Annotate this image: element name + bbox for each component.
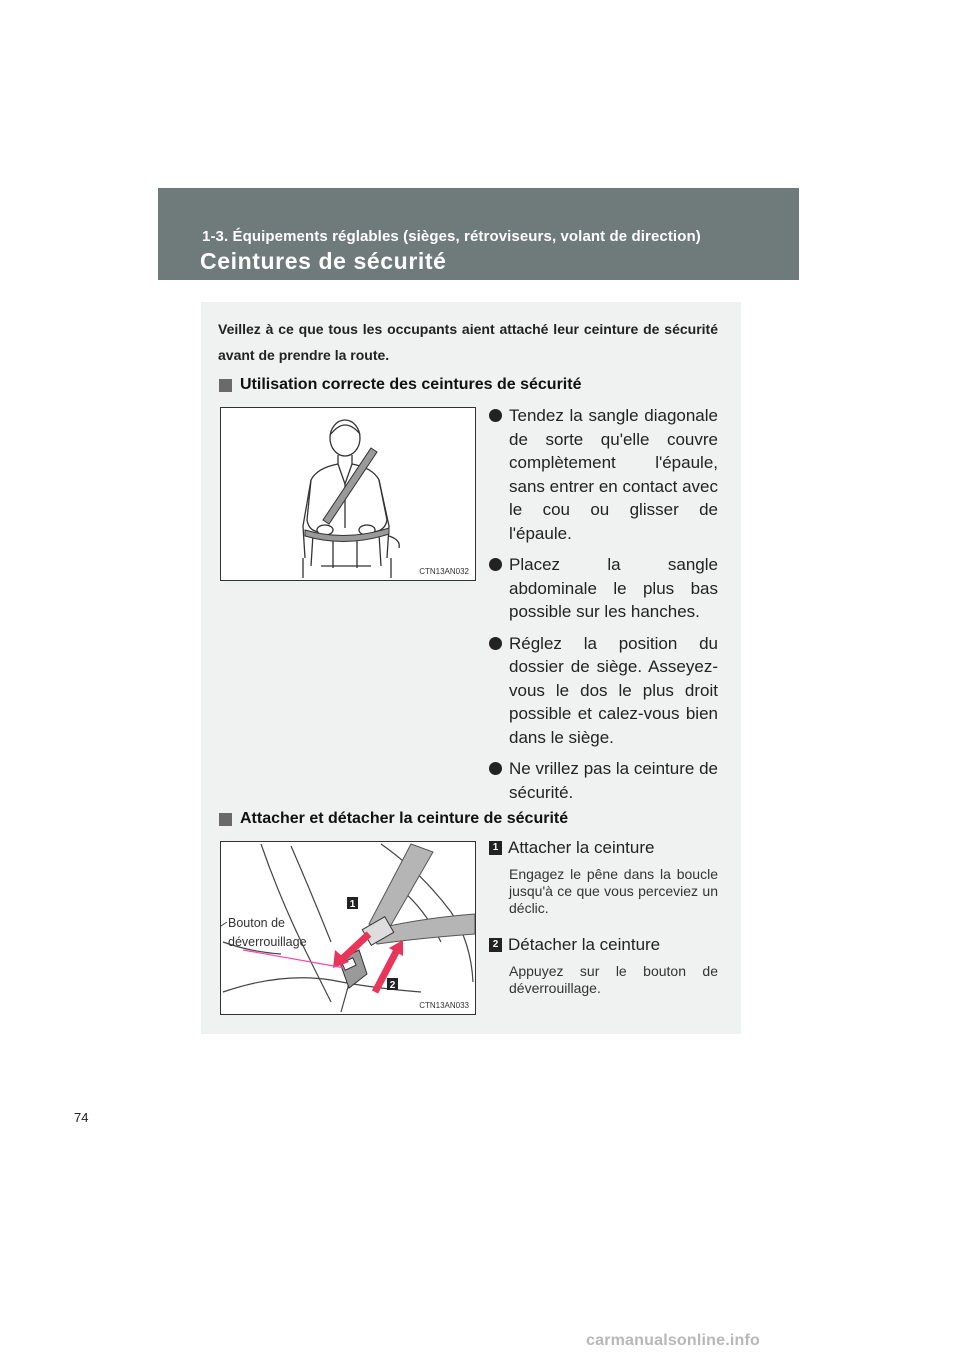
watermark: carmanualsonline.info <box>586 1332 761 1349</box>
step-attach-heading <box>489 838 718 858</box>
belt-usage-list <box>489 404 718 812</box>
step-title: Attacher la ceinture <box>508 838 655 857</box>
figure-code: CTN13AN032 <box>419 567 469 576</box>
list-item-text: Placez la sangle abdominale le plus bas possible sur les hanches. <box>509 555 718 621</box>
seated-occupant-illustration <box>221 408 475 580</box>
bullet-icon <box>489 558 502 571</box>
square-bullet-icon <box>219 379 232 392</box>
figure-code: CTN13AN033 <box>419 1001 469 1010</box>
bullet-icon <box>489 409 502 422</box>
figure-seated-occupant <box>220 407 476 581</box>
intro-text: Veillez à ce que tous les occupants aient attaché leur ceinture de sécurité avant de prendre la route. <box>218 321 718 363</box>
page-title: Ceintures de sécurité <box>200 248 447 274</box>
release-button-label-line2: déverrouillage <box>228 935 307 949</box>
list-item-text: Tendez la sangle diagonale de sorte qu'elle couvre complètement l'épaule, sans entrer en contact avec le cou ou glisser de l'épaule. <box>509 406 718 543</box>
square-bullet-icon <box>219 813 232 826</box>
step-number-icon: 2 <box>489 938 502 952</box>
step-detach-heading <box>489 935 718 955</box>
step-description: Engagez le pêne dans la boucle jusqu'à ce que vous perceviez un déclic. <box>509 866 718 916</box>
section2-heading-text: Attacher et détacher la ceinture de sécurité <box>240 810 569 827</box>
release-button-label-line1: Bouton de <box>228 916 285 930</box>
section2-heading <box>219 810 568 828</box>
release-button-label <box>228 914 307 952</box>
svg-text:1: 1 <box>349 899 356 910</box>
section-breadcrumb: 1-3. Équipements réglables (sièges, rétroviseurs, volant de direction) <box>202 228 701 245</box>
list-item <box>489 553 718 624</box>
page-number: 74 <box>74 1110 89 1125</box>
section1-heading <box>219 376 581 394</box>
section1-heading-text: Utilisation correcte des ceintures de sécurité <box>240 376 582 393</box>
list-item <box>489 404 718 545</box>
step-detach <box>489 935 718 997</box>
list-item <box>489 757 718 804</box>
bullet-icon <box>489 637 502 650</box>
svg-text:2: 2 <box>389 980 396 991</box>
section-header <box>158 188 799 280</box>
list-item <box>489 632 718 750</box>
list-item-text: Réglez la position du dossier de siège. Asseyez-vous le dos le plus droit possible et calez-vous bien dans le siège. <box>509 633 718 747</box>
step-title: Détacher la ceinture <box>508 935 661 954</box>
list-item-text: Ne vrillez pas la ceinture de sécurité. <box>509 759 718 802</box>
step-number-icon: 1 <box>489 841 502 855</box>
step-attach <box>489 838 718 917</box>
step-description: Appuyez sur le bouton de déverrouillage. <box>509 963 718 996</box>
bullet-icon <box>489 762 502 775</box>
